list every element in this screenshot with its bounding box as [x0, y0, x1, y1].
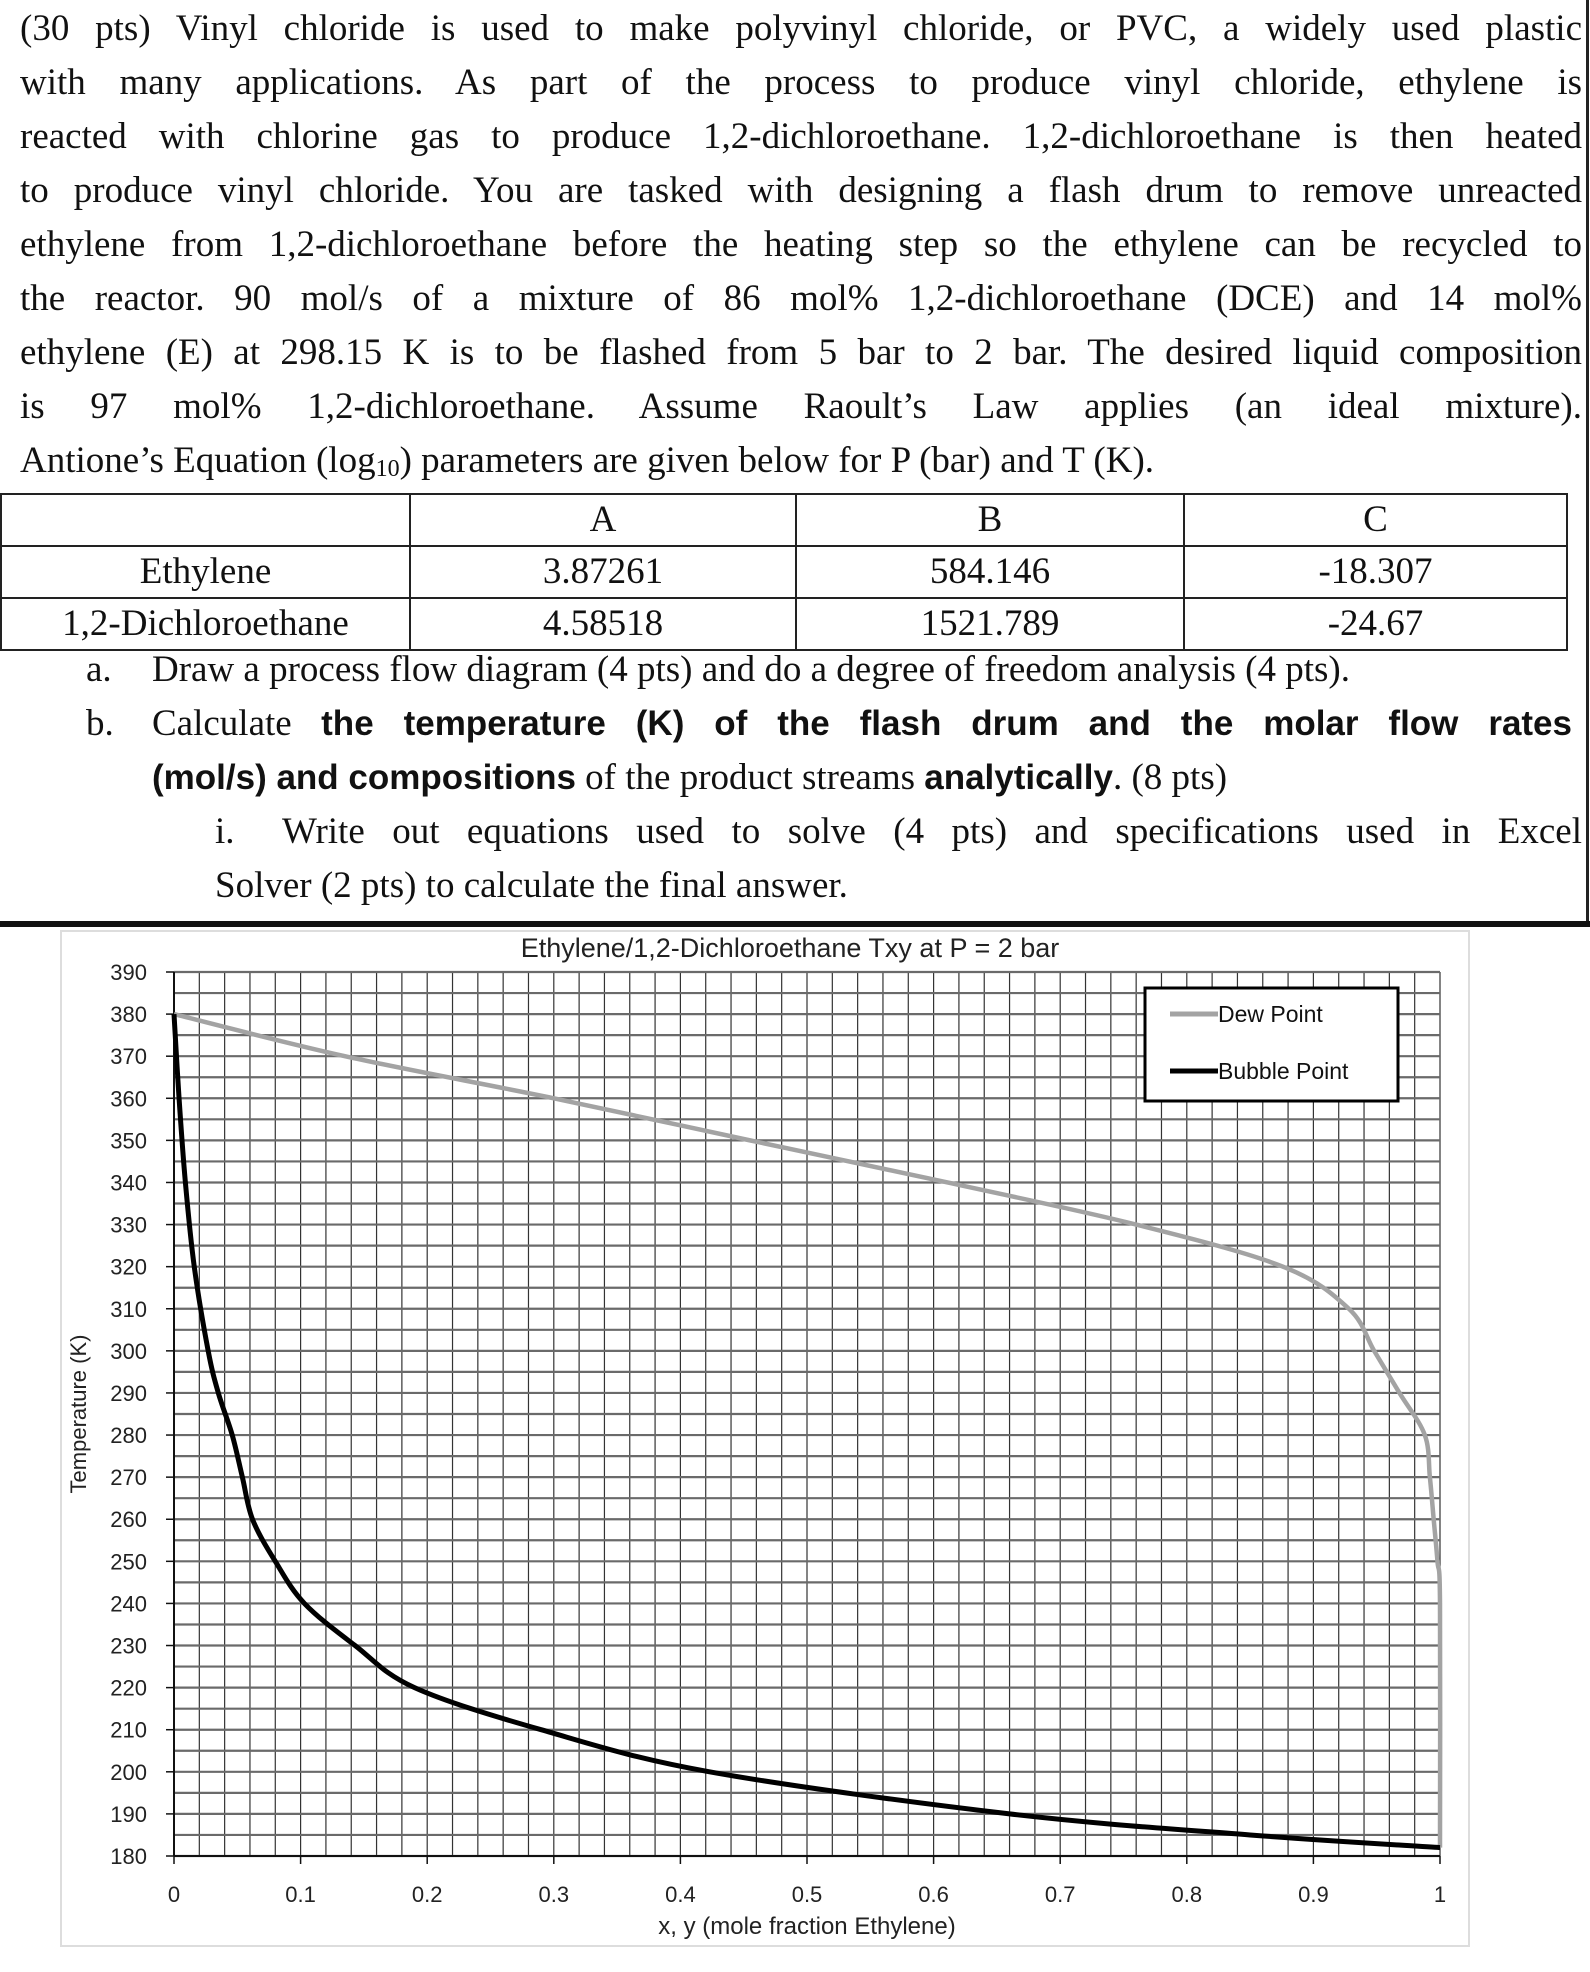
- table-cell: 4.58518: [410, 598, 796, 650]
- problem-line: ethylene from 1,2-dichloroethane before the heating step so the ethylene can be recycled to: [20, 224, 1582, 265]
- x-tick-label: 0.6: [918, 1882, 949, 1907]
- part-a-marker: a.: [86, 649, 112, 690]
- table-header: C: [1184, 494, 1567, 546]
- part-b-text: Calculate: [152, 703, 322, 744]
- x-tick-label: 0.3: [538, 1882, 570, 1907]
- table-cell: 1521.789: [796, 598, 1184, 650]
- x-tick-label: 0.7: [1044, 1882, 1076, 1907]
- y-tick-label: 370: [110, 1044, 147, 1070]
- problem-line: ethylene (E) at 298.15 K is to be flashed from 5 bar to 2 bar. The desired liquid composition: [20, 332, 1582, 373]
- y-tick-label: 340: [110, 1170, 147, 1196]
- y-tick-label: 220: [110, 1675, 147, 1701]
- part-b-bold: (mol/s) and compositions: [152, 758, 576, 797]
- x-tick-label: 0.1: [285, 1882, 316, 1907]
- y-tick-label: 210: [110, 1717, 147, 1743]
- y-tick-label: 280: [110, 1423, 147, 1449]
- y-tick-label: 230: [110, 1633, 147, 1659]
- x-tick-label: 0.4: [665, 1882, 696, 1907]
- x-tick-label: 0.5: [791, 1882, 823, 1907]
- x-axis-title: x, y (mole fraction Ethylene): [658, 1913, 956, 1940]
- part-i-marker: i.: [215, 811, 235, 852]
- table-header: A: [410, 494, 796, 546]
- x-tick-label: 0: [167, 1882, 181, 1907]
- x-tick-label: 0.8: [1171, 1882, 1203, 1907]
- problem-line: is 97 mol% 1,2-dichloroethane. Assume Raoult’s Law applies (an ideal mixture).: [20, 386, 1582, 427]
- legend-label-bubble: Bubble Point: [1218, 1058, 1349, 1084]
- table-cell: -18.307: [1184, 546, 1567, 598]
- antoine-text-end: ) parameters are given below for P (bar) and T (K).: [399, 440, 1155, 481]
- y-tick-label: 260: [110, 1507, 147, 1533]
- part-i-text: Write out equations used to solve (4 pts) and specifications used in Excel: [282, 811, 1582, 852]
- problem-line: reacted with chlorine gas to produce 1,2-dichloroethane. 1,2-dichloroethane is then heated: [20, 116, 1582, 157]
- part-b-text: . (8 pts): [1112, 757, 1228, 798]
- y-axis-title: Temperature (K): [66, 1334, 91, 1494]
- y-tick-label: 180: [110, 1844, 147, 1869]
- log-subscript: 10: [375, 456, 400, 482]
- y-tick-label: 320: [110, 1254, 147, 1280]
- antoine-text: Antione’s Equation (log: [20, 440, 376, 481]
- part-a-text: Draw a process flow diagram (4 pts) and do a degree of freedom analysis (4 pts).: [152, 649, 1350, 690]
- legend: [1145, 988, 1398, 1101]
- y-tick-label: 200: [110, 1759, 147, 1785]
- y-tick-label: 350: [110, 1128, 147, 1154]
- part-b-bold: analytically: [924, 758, 1113, 797]
- part-i-text-cont: Solver (2 pts) to calculate the final answer.: [215, 865, 848, 906]
- y-tick-label: 330: [110, 1212, 147, 1238]
- y-tick-label: 390: [110, 960, 147, 985]
- y-tick-label: 360: [110, 1086, 147, 1112]
- table-cell: 3.87261: [410, 546, 796, 598]
- table-cell: 1,2-Dichloroethane: [1, 598, 410, 650]
- chart-title: Ethylene/1,2-Dichloroethane Txy at P = 2 bar: [520, 933, 1060, 963]
- y-tick-label: 250: [110, 1549, 147, 1575]
- table-header: B: [796, 494, 1184, 546]
- y-tick-label: 270: [110, 1465, 147, 1491]
- problem-line: the reactor. 90 mol/s of a mixture of 86 mol% 1,2-dichloroethane (DCE) and 14 mol%: [20, 278, 1582, 319]
- y-tick-label: 240: [110, 1591, 147, 1617]
- part-b-text: of the product streams: [575, 757, 925, 798]
- problem-line: with many applications. As part of the process to produce vinyl chloride, ethylene is: [20, 62, 1582, 103]
- y-tick-label: 300: [110, 1338, 147, 1364]
- table-cell: Ethylene: [1, 546, 410, 598]
- y-tick-label: 380: [110, 1002, 147, 1028]
- x-tick-label: 1: [1433, 1882, 1447, 1907]
- table-cell: 584.146: [796, 546, 1184, 598]
- problem-line: to produce vinyl chloride. You are tasked with designing a flash drum to remove unreacted: [20, 170, 1582, 211]
- table-cell: -24.67: [1184, 598, 1567, 650]
- legend-label-dew: Dew Point: [1218, 1001, 1323, 1027]
- part-b-marker: b.: [86, 703, 114, 744]
- x-tick-label: 0.2: [411, 1882, 443, 1907]
- problem-line: (30 pts) Vinyl chloride is used to make polyvinyl chloride, or PVC, a widely used plastic: [20, 8, 1582, 49]
- part-b-bold: the temperature (K) of the flash drum and the molar flow rates: [321, 704, 1572, 743]
- y-tick-label: 290: [110, 1380, 147, 1406]
- y-tick-label: 190: [110, 1801, 147, 1827]
- x-tick-label: 0.9: [1298, 1882, 1329, 1907]
- y-tick-label: 310: [110, 1296, 147, 1322]
